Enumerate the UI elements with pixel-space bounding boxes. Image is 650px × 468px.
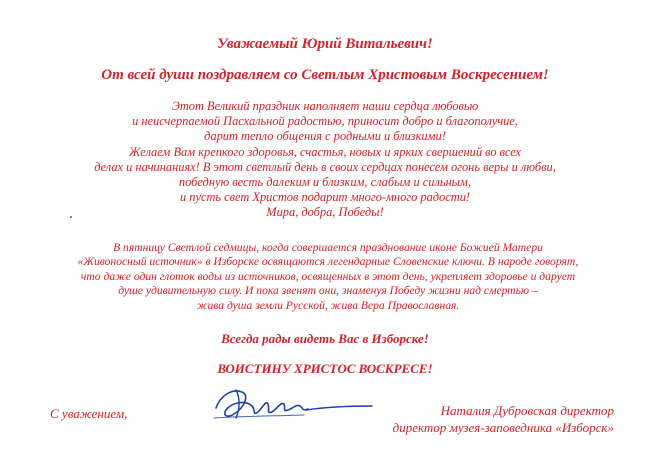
paragraph-line: делах и начинаниях! В этот светлый день в своих сердцах понесем огонь веры и любви,: [94, 159, 556, 174]
paragraph-line: Мира, добра, Победы!: [266, 205, 384, 220]
paragraph-line: душе удивительную силу. И пока звенят они, знаменуя Победу жизни над смертью –: [118, 284, 538, 298]
paragraph-line: «Живоносный источник» в Изборске освящаются легендарные Словенские ключи. В народе говорят,: [77, 255, 579, 269]
paragraph-line: что даже один глоток воды из источников, освященных в этот день, укрепляет здоровье и дарует: [80, 269, 576, 283]
paragraph-line: жива душа земли Русской, жива Вера Православная.: [196, 298, 460, 312]
paragraph-line: Желаем Вам крепкого здоровья, счастья, новых и ярких свершений во всех: [128, 144, 522, 159]
paragraph-line: В пятницу Светлой седмицы, когда совершается празднование иконе Божией Матери: [113, 241, 543, 254]
letter-congratulation: От всей души поздравляем со Светлым Христовым Воскресением!: [101, 67, 549, 83]
paragraph-izborsk-springs: [38, 241, 618, 313]
signer-title: директор музея-заповедника «Изборск»: [392, 420, 614, 435]
paragraph-line: победную весть далеким и близким, слабым и сильным,: [178, 174, 472, 189]
paragraph-wishes: [0, 99, 650, 221]
handwritten-signature: [206, 382, 376, 426]
paragraph-line: и пусть свет Христов подарит много-много радости!: [179, 190, 471, 205]
scan-speck: [70, 216, 72, 218]
paragraph-line: и неисчерпаемой Пасхальной радостью, приносит добро и благополучие,: [132, 114, 518, 129]
letter-greeting: Уважаемый Юрий Витальевич!: [217, 36, 433, 52]
glad-to-see-line: Всегда рады видеть Вас в Изборске!: [221, 331, 429, 346]
signer-name: Наталия Дубровская директор: [440, 403, 614, 418]
paragraph-line: Этот Великий праздник наполняет наши сердца любовью: [171, 99, 479, 113]
closing-regards: С уважением,: [50, 406, 128, 421]
easter-greeting: ВОИСТИНУ ХРИСТОС ВОСКРЕСЕ!: [217, 361, 433, 376]
paragraph-line: дарит тепло общения с родными и близкими!: [204, 129, 446, 144]
signer-block: [393, 402, 614, 436]
